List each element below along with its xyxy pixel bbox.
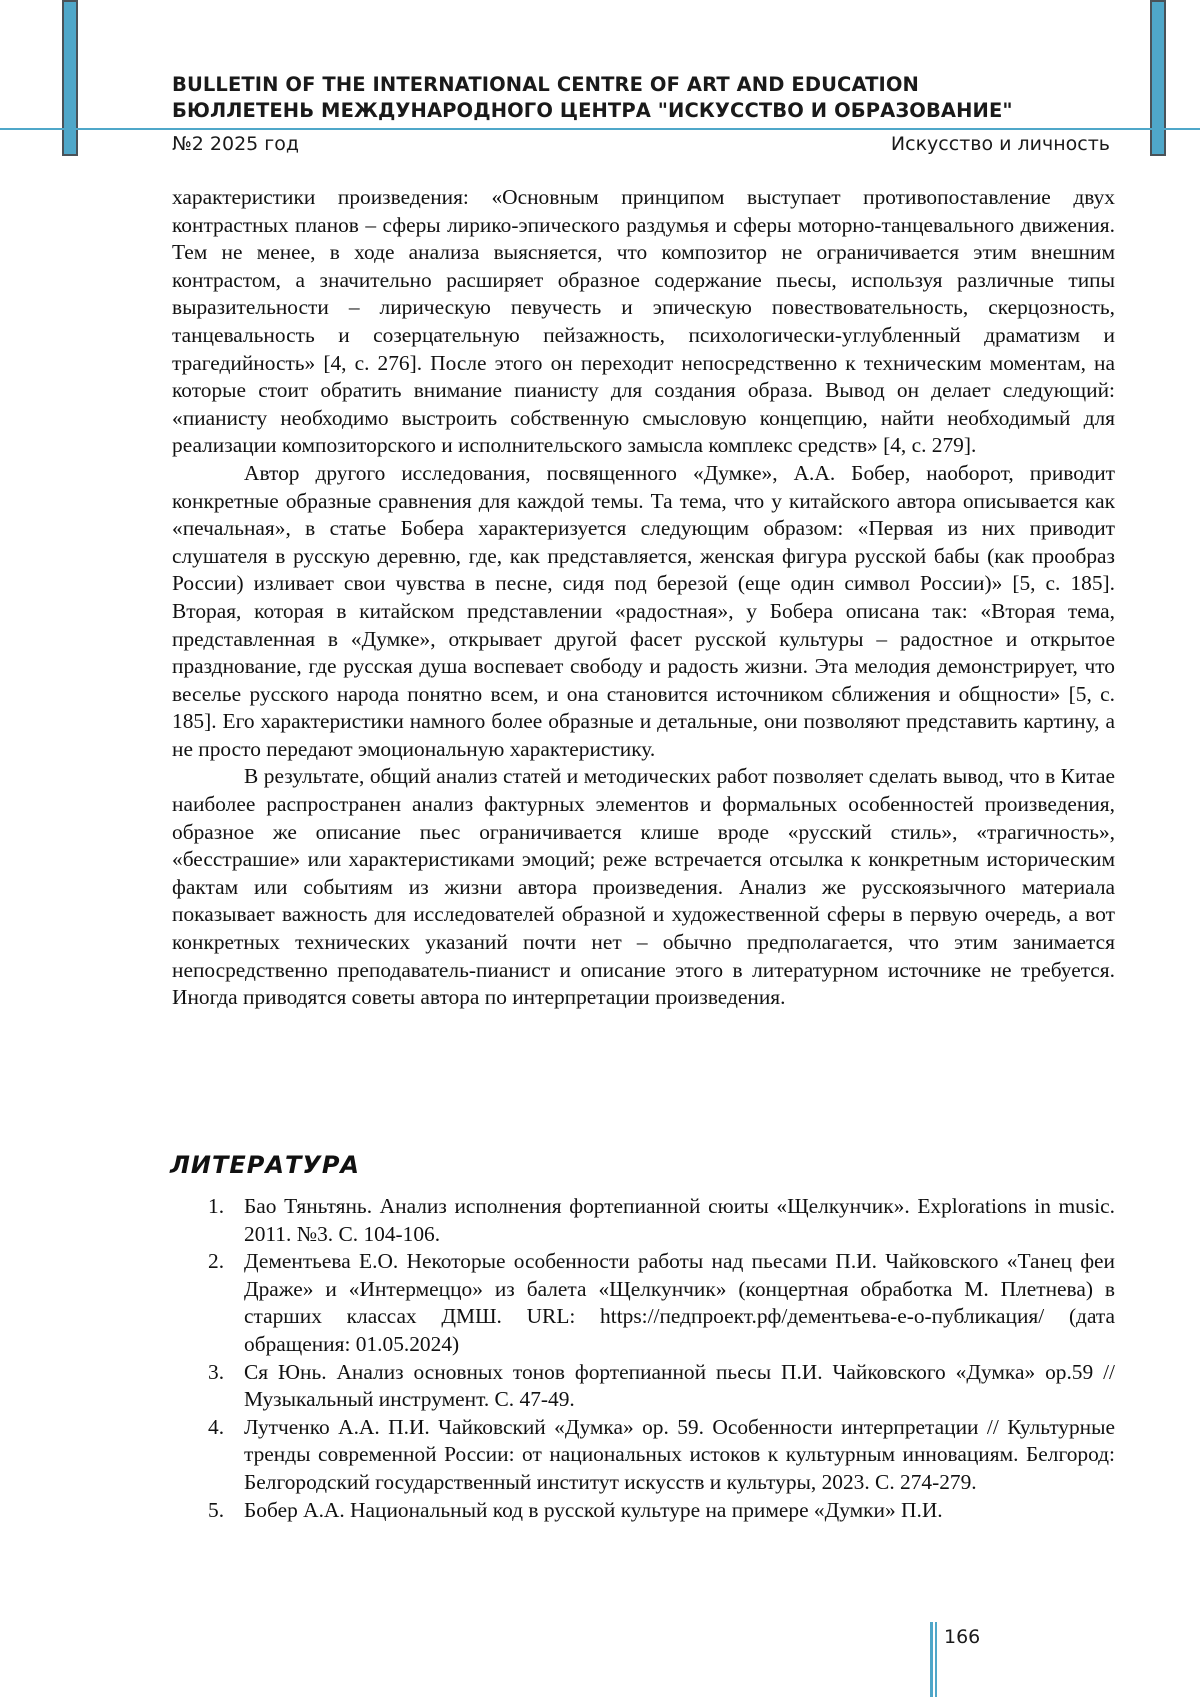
body-paragraph: Автор другого исследования, посвященного «Думке», А.А. Бобер, наоборот, приводит конкретные образные сравнения для каждой темы. Та тема, что у китайского автора описывается как «печальная», в статье Бобера характеризуется следующим образом: «Первая из них приводит слушателя в русскую деревню, где, как представляется, женская фигура русской бабы (как прообраз России) изливает свои чувства в песне, сидя под березой (еще один символ России)» [5, с. 185]. Вторая, которая в китайском представлении «радостная», у Бобера описана так: «Вторая тема, представленная в «Думке», открывает другой фасет русской культуры – радостное и открытое празднование, где русская душа воспевает свободу и радость жизни. Эта мелодия демонстрирует, что веселье русского народа понятно всем, и она становится источником сближения и общности» [5, с. 185]. Его характеристики намного более образные и детальные, они позволяют представить картину, а не просто передают эмоциональную характеристику. (172, 460, 1115, 761)
reference-text: Бао Тяньтянь. Анализ исполнения фортепианной сюиты «Щелкунчик». Explorations in music. 2011. №3. С. 104-106. (244, 1194, 1115, 1246)
reference-list (172, 1193, 1115, 1524)
journal-title-ru: БЮЛЛЕТЕНЬ МЕЖДУНАРОДНОГО ЦЕНТРА "ИСКУССТВО И ОБРАЗОВАНИЕ" (172, 99, 1013, 122)
page-number: 166 (944, 1626, 981, 1648)
reference-number: 4. (208, 1414, 225, 1439)
reference-item (172, 1414, 1115, 1497)
article-body (172, 184, 1115, 1012)
reference-text: Дементьева Е.О. Некоторые особенности работы над пьесами П.И. Чайковского «Танец феи Драже» и «Интермеццо» из балета «Щелкунчик» (концертная обработка М. Плетнева) в старших классах ДМШ. URL: https://педпроект.рф/дементьева-е-о-публикация/ (дата обращения: 01.05.2024) (244, 1249, 1115, 1356)
reference-text: Бобер А.А. Национальный код в русской культуре на примере «Думки» П.И. (244, 1497, 943, 1522)
journal-title (172, 72, 1132, 124)
header-divider (0, 128, 1200, 130)
reference-item (172, 1193, 1115, 1248)
body-paragraph: характеристики произведения: «Основным принципом выступает противопоставление двух контрастных планов – сферы лирико-эпического раздумья и сферы моторно-танцевального движения. Тем не менее, в ходе анализа выясняется, что композитор не ограничивается этим внешним контрастом, а значительно расширяет образное содержание пьесы, используя различные типы выразительности – лирическую певучесть и эпическую повествовательность, скерцозность, танцевальность и созерцательную пейзажность, психологически-углубленный драматизм и трагедийность» [4, с. 276]. После этого он переходит непосредственно к техническим моментам, на которые стоит обратить внимание пианисту для создания образа. Вывод он делает следующий: «пианисту необходимо выстроить собственную смысловую концепцию, найти необходимый для реализации композиторского и исполнительского замысла комплекс средств» [4, с. 279]. (172, 185, 1115, 458)
body-paragraph: В результате, общий анализ статей и методических работ позволяет сделать вывод, что в Китае наиболее распространен анализ фактурных элементов и формальных особенностей произведения, образное же описание пьес ограничивается клише вроде «русский стиль», «трагичность», «бесстрашие» или характеристиками эмоций; реже встречается отсылка к конкретным историческим фактам или событиям из жизни автора произведения. Анализ же русскоязычного материала показывает важность для исследователей образной и художественной сферы в первую очередь, а вот конкретных технических указаний почти нет – обычно предполагается, что этим занимается непосредственно преподаватель-пианист и описание этого в литературном источнике не требуется. Иногда приводятся советы автора по интерпретации произведения. (172, 764, 1115, 1010)
header-decoration-left (62, 0, 78, 156)
journal-title-en: BULLETIN OF THE INTERNATIONAL CENTRE OF ART AND EDUCATION (172, 73, 919, 96)
reference-item (172, 1359, 1115, 1414)
reference-number: 1. (208, 1194, 225, 1218)
reference-item (172, 1248, 1115, 1358)
reference-item (172, 1497, 1115, 1525)
footer-decoration-thin (935, 1622, 937, 1697)
reference-number: 2. (208, 1249, 225, 1274)
reference-number: 5. (208, 1497, 225, 1522)
reference-text: Лутченко А.А. П.И. Чайковский «Думка» ор. 59. Особенности интерпретации // Культурные тренды современной России: от национальных истоков к культурным инновациям. Белгород: Белгородский государственный институт искусств и культуры, 2023. С. 274-279. (244, 1414, 1115, 1494)
issue-number: №2 2025 год (172, 133, 300, 155)
section-name: Искусство и личность (890, 133, 1110, 155)
literature-heading: ЛИТЕРАТУРА (170, 1151, 360, 1179)
header-decoration-right (1150, 0, 1166, 156)
reference-text: Ся Юнь. Анализ основных тонов фортепианной пьесы П.И. Чайковского «Думка» op.59 // Музыкальный инструмент. С. 47-49. (244, 1359, 1115, 1412)
footer-decoration (930, 1622, 933, 1697)
reference-number: 3. (208, 1359, 225, 1384)
